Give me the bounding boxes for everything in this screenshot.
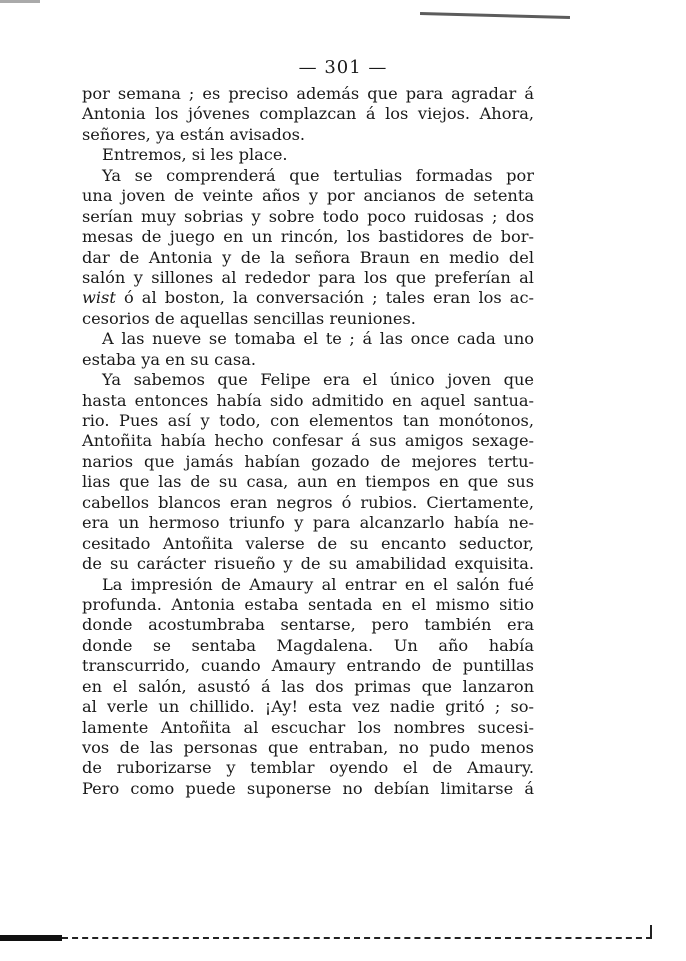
- text-line: cabellos blancos eran negros ó rubios. Ciertamente,: [82, 492, 534, 512]
- text-line: cesitado Antoñita valerse de su encanto seductor,: [82, 533, 534, 553]
- text-line: hasta entonces había sido admitido en aquel santua-: [82, 390, 534, 410]
- text-line: La impresión de Amaury al entrar en el salón fué: [102, 574, 534, 594]
- text-line: transcurrido, cuando Amaury entrando de puntillas: [82, 656, 534, 676]
- text-line: Pero como puede suponerse no debían limitarse á: [82, 778, 534, 798]
- page-number: — 301 —: [298, 57, 388, 78]
- text-line: de ruborizarse y temblar oyendo el de Amaury.: [82, 758, 534, 778]
- text-line: profunda. Antonia estaba sentada en el mismo sitio: [82, 594, 534, 614]
- text-line: Antoñita había hecho confesar á sus amigos sexage-: [82, 431, 534, 451]
- page-bottom-dashed-rule: [62, 937, 652, 939]
- text-line: vos de las personas que entraban, no pudo menos: [82, 738, 534, 757]
- body-text: [82, 84, 534, 799]
- text-line: wist ó al boston, la conversación ; tales eran los ac-: [82, 288, 534, 308]
- text-line: narios que jamás habían gozado de mejores tertu-: [82, 451, 534, 471]
- text-line: lias que las de su casa, aun en tiempos en que sus: [82, 472, 534, 492]
- text-line: de su carácter risueño y de su amabilidad exquisita.: [82, 554, 534, 574]
- text-line: en el salón, asustó á las dos primas que lanzaron: [82, 676, 534, 696]
- text-line: serían muy sobrias y sobre todo poco ruidosas ; dos: [82, 206, 534, 226]
- italic-word: wist: [82, 288, 116, 308]
- text-line: al verle un chillido. ¡Ay! esta vez nadie gritó ; so-: [82, 697, 534, 717]
- page-bottom-rule-end: [650, 925, 652, 939]
- text-line: mesas de juego en un rincón, los bastidores de bor-: [82, 227, 534, 247]
- text-line: era un hermoso triunfo y para alcanzarlo había ne-: [82, 513, 534, 533]
- text-line: Ya sabemos que Felipe era el único joven que: [102, 370, 534, 390]
- text-line: por semana ; es preciso además que para agradar á: [82, 84, 534, 103]
- scan-artifact: [420, 12, 570, 19]
- text-line: Entremos, si les place.: [102, 145, 288, 165]
- text-line: salón y sillones al rededor para los que preferían al: [82, 267, 534, 287]
- text-line: A las nueve se tomaba el te ; á las once cada uno: [102, 329, 534, 349]
- text-line: Antonia los jóvenes complazcan á los viejos. Ahora,: [82, 104, 534, 124]
- text-line: cesorios de aquellas sencillas reuniones.: [82, 308, 416, 328]
- text-line: Ya se comprenderá que tertulias formadas por: [102, 165, 534, 185]
- scan-artifact: [0, 0, 40, 3]
- text-line: una joven de veinte años y por ancianos de setenta: [82, 186, 534, 206]
- page-edge-bar: [0, 935, 62, 941]
- text-line: donde se sentaba Magdalena. Un año había: [82, 635, 534, 655]
- text-line: señores, ya están avisados.: [82, 124, 306, 144]
- text-line: estaba ya en su casa.: [82, 349, 256, 369]
- text-line: donde acostumbraba sentarse, pero también era: [82, 615, 534, 635]
- text-line: rio. Pues así y todo, con elementos tan monótonos,: [82, 411, 534, 430]
- text-line: lamente Antoñita al escuchar los nombres sucesi-: [82, 717, 534, 737]
- text-line: dar de Antonia y de la señora Braun en medio del: [82, 247, 534, 267]
